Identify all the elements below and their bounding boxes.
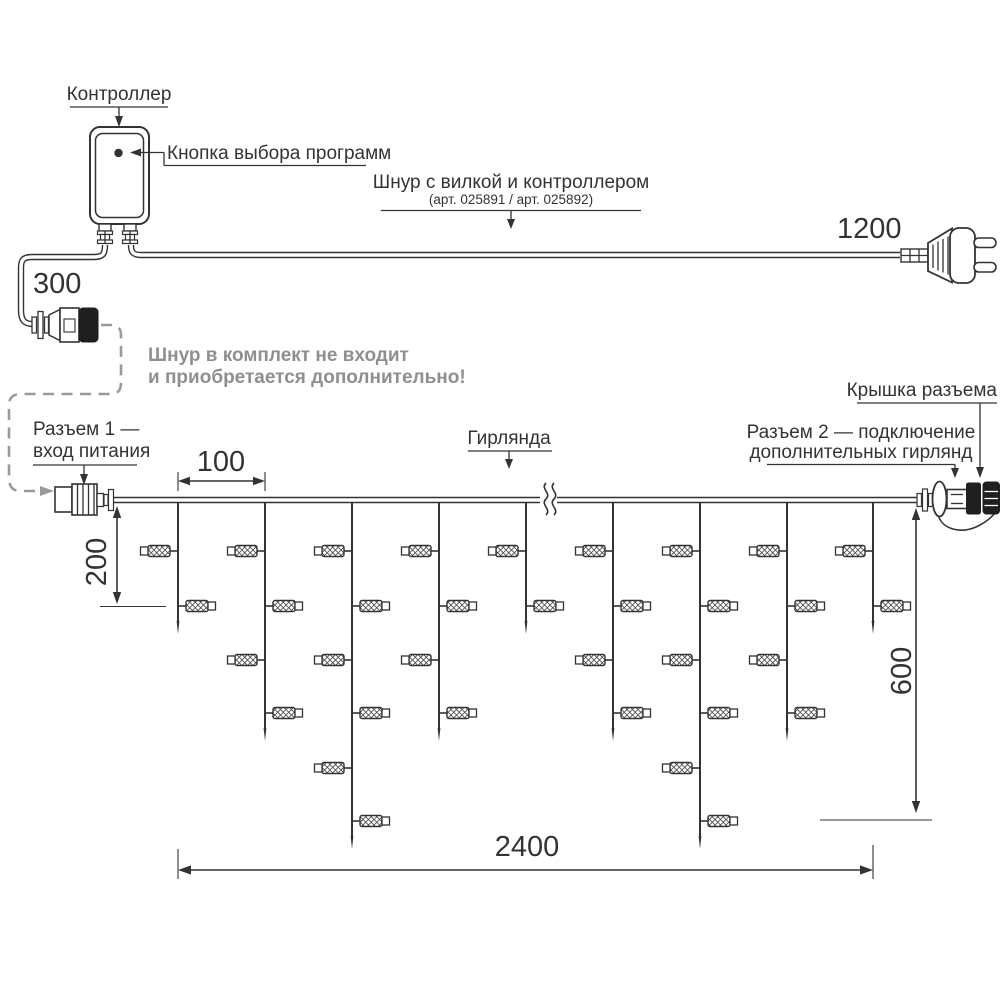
lamp-body [670, 763, 692, 774]
controller-lead-connector [32, 308, 98, 342]
lamp-cap [295, 709, 303, 717]
lamp-cap [750, 656, 758, 664]
dim-200: 200 [81, 537, 113, 587]
garland-label-text: Гирлянда [467, 428, 551, 449]
lamp-body [583, 655, 605, 666]
lamp-body [360, 816, 382, 827]
dashed-arrow [40, 486, 54, 496]
connector2-black-body [967, 483, 981, 514]
cord-label [373, 172, 649, 229]
lamp-cap [836, 547, 844, 555]
plug-prong-bottom [974, 263, 996, 273]
lamp-cap [663, 547, 671, 555]
drop-tip [177, 621, 180, 634]
drop-tip [525, 621, 528, 634]
connector1-label [33, 419, 150, 485]
controller-outlet-left [98, 231, 113, 244]
lamp-body [670, 546, 692, 557]
garland-drop [141, 503, 216, 634]
note-line2: и приобретается дополнительно! [148, 367, 466, 388]
lamp-cap [750, 547, 758, 555]
connector1-line2: вход питания [33, 441, 151, 462]
lamp-body [795, 601, 817, 612]
lamp-body [708, 708, 730, 719]
garland-drop [489, 503, 564, 634]
lamp-cap [141, 547, 149, 555]
drop-tip [264, 728, 267, 741]
drop-tip [699, 836, 702, 849]
lamp-cap [903, 602, 911, 610]
program-button-label [130, 143, 391, 166]
lamp-body [447, 601, 469, 612]
garland-drops [141, 503, 911, 849]
lamp-body [273, 601, 295, 612]
lamp-body [708, 601, 730, 612]
drop-tip [438, 728, 441, 741]
lamp-body [360, 708, 382, 719]
garland-drop [836, 503, 911, 634]
lamp-body [670, 655, 692, 666]
lamp-cap [663, 764, 671, 772]
garland-drop [576, 503, 651, 741]
lamp-cap [556, 602, 564, 610]
power-plug [901, 228, 996, 283]
connector2-line1: Разъем 2 — подключение [746, 422, 976, 443]
controller-label [67, 84, 172, 127]
lamp-cap [469, 602, 477, 610]
lamp-body [322, 763, 344, 774]
drop-tip [351, 836, 354, 849]
controller-label-text: Контроллер [66, 84, 172, 105]
lamp-cap [382, 709, 390, 717]
connector1-line1: Разъем 1 — [33, 419, 140, 440]
lamp-cap [643, 602, 651, 610]
controller-right-wire [131, 245, 900, 255]
lamp-body [757, 655, 779, 666]
lamp-body [409, 655, 431, 666]
dimension-2400 [178, 831, 873, 879]
dim-1200: 1200 [837, 213, 902, 245]
drop-tip [612, 728, 615, 741]
lamp-cap [402, 547, 410, 555]
garland-label [467, 428, 552, 469]
connector2-label [747, 422, 976, 478]
dimension-100 [178, 446, 265, 491]
wire-break-symbol [540, 483, 557, 516]
lamp-cap [730, 602, 738, 610]
program-select-button[interactable] [114, 149, 122, 157]
lamp-body [583, 546, 605, 557]
lamp-cap [208, 602, 216, 610]
program-button-label-text: Кнопка выбора программ [167, 143, 392, 164]
cord-title-text: Шнур с вилкой и контроллером [372, 172, 650, 193]
lamp-body [322, 546, 344, 557]
drop-tip [786, 728, 789, 741]
garland-drop [750, 503, 825, 741]
lamp-body [235, 546, 257, 557]
lamp-cap [576, 656, 584, 664]
cord-articles-text: (арт. 025891 / арт. 025892) [428, 192, 594, 207]
plug-prong-top [974, 238, 996, 248]
lamp-cap [382, 817, 390, 825]
lamp-cap [730, 817, 738, 825]
dim-100: 100 [196, 446, 246, 478]
lamp-body [273, 708, 295, 719]
lamp-body [795, 708, 817, 719]
lamp-body [621, 601, 643, 612]
note-line1: Шнур в комплект не входит [148, 345, 409, 366]
garland-drop [402, 503, 477, 741]
controller-outlet-right [123, 231, 138, 244]
lamp-cap [576, 547, 584, 555]
lamp-cap [730, 709, 738, 717]
controller-box [90, 127, 149, 244]
garland-drop [315, 503, 390, 849]
lamp-cap [817, 602, 825, 610]
connector1 [55, 484, 114, 515]
lamp-body [757, 546, 779, 557]
connector2-line2: дополнительных гирлянд [749, 442, 973, 463]
lamp-body [322, 655, 344, 666]
lamp-body [186, 601, 208, 612]
lamp-cap [817, 709, 825, 717]
lamp-cap [643, 709, 651, 717]
lamp-cap [315, 764, 323, 772]
connector-cap-text: Крышка разъема [846, 380, 997, 401]
lamp-cap [469, 709, 477, 717]
connector-black-cap [79, 308, 98, 342]
lamp-body [708, 816, 730, 827]
lamp-cap [228, 656, 236, 664]
connector2 [917, 482, 1000, 531]
garland-drop [228, 503, 303, 741]
lamp-cap [489, 547, 497, 555]
lamp-body [409, 546, 431, 557]
lamp-cap [315, 656, 323, 664]
lamp-body [496, 546, 518, 557]
lamp-body [447, 708, 469, 719]
garland-drop [663, 503, 738, 849]
lamp-body [235, 655, 257, 666]
not-included-cord-path [9, 325, 121, 496]
lamp-cap [228, 547, 236, 555]
drop-tip [872, 621, 875, 634]
lamp-cap [402, 656, 410, 664]
lamp-cap [382, 602, 390, 610]
lamp-body [360, 601, 382, 612]
dim-2400: 2400 [494, 831, 560, 863]
lamp-body [843, 546, 865, 557]
lamp-body [534, 601, 556, 612]
lamp-body [148, 546, 170, 557]
not-included-note [148, 345, 466, 388]
lamp-body [621, 708, 643, 719]
lamp-cap [663, 656, 671, 664]
lamp-body [881, 601, 903, 612]
dim-600: 600 [886, 646, 918, 696]
connector2-cap [983, 482, 1000, 514]
dim-300: 300 [33, 268, 82, 300]
lamp-cap [315, 547, 323, 555]
lamp-cap [295, 602, 303, 610]
